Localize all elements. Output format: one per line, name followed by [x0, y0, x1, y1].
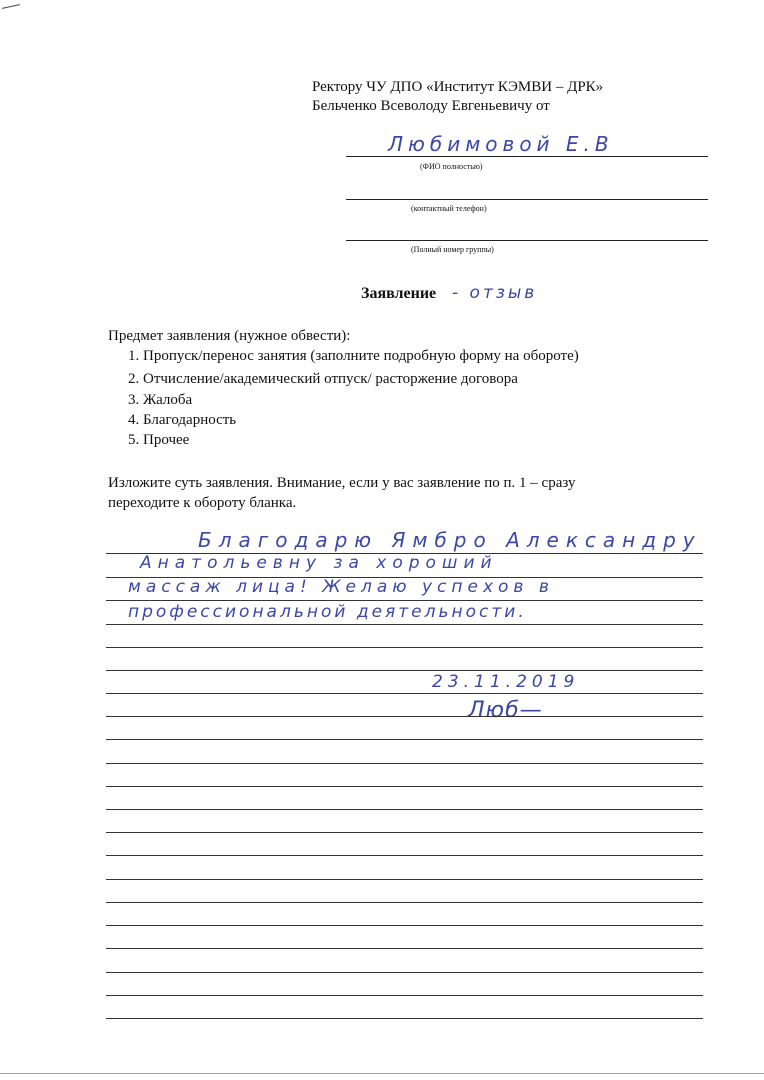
phone-caption: (контактный телефон) [411, 204, 487, 213]
writing-line[interactable] [106, 763, 703, 764]
addressee-line-2: Бельченко Всеволоду Евгеньевичу от [312, 98, 550, 114]
scan-edge-line [0, 1073, 764, 1074]
writing-line[interactable] [106, 948, 703, 949]
phone-field-line[interactable] [346, 199, 708, 200]
name-caption: (ФИО полностью) [420, 162, 483, 171]
writing-line[interactable] [106, 739, 703, 740]
subject-option-1[interactable]: 1. Пропуск/перенос занятия (заполните подробную форму на обороте) [128, 348, 579, 364]
title-handwritten-note: - отзыв [452, 283, 538, 303]
writing-line[interactable] [106, 716, 703, 717]
writing-line[interactable] [106, 809, 703, 810]
statement-date: 23.11.2019 [432, 672, 580, 692]
writing-line[interactable] [106, 553, 703, 554]
writing-line[interactable] [106, 832, 703, 833]
writing-line[interactable] [106, 786, 703, 787]
subject-option-5[interactable]: 5. Прочее [128, 432, 190, 448]
statement-line-3: массаж лица! Желаю успехов в [128, 577, 554, 597]
subject-option-3[interactable]: 3. Жалоба [128, 392, 193, 408]
writing-line[interactable] [106, 577, 703, 578]
writing-line[interactable] [106, 647, 703, 648]
subject-option-4[interactable]: 4. Благодарность [128, 412, 237, 428]
writing-line[interactable] [106, 855, 703, 856]
writing-line[interactable] [106, 624, 703, 625]
instructions-line-2: переходите к обороту бланка. [108, 495, 297, 511]
writing-line[interactable] [106, 925, 703, 926]
statement-line-2: Анатольевну за хороший [140, 553, 498, 573]
writing-line[interactable] [106, 693, 703, 694]
writing-line[interactable] [106, 995, 703, 996]
writing-line[interactable] [106, 879, 703, 880]
scan-mark [2, 4, 20, 9]
name-handwritten: Любимовой Е.В [388, 132, 614, 156]
writing-line[interactable] [106, 1018, 703, 1019]
statement-line-4: профессиональной деятельности. [128, 602, 527, 622]
writing-line[interactable] [106, 600, 703, 601]
group-caption: (Полный номер группы) [411, 245, 494, 254]
subject-prompt: Предмет заявления (нужное обвести): [108, 328, 351, 344]
name-field-line[interactable] [346, 156, 708, 157]
instructions-line-1: Изложите суть заявления. Внимание, если у вас заявление по п. 1 – сразу [108, 475, 576, 491]
addressee-line-1: Ректору ЧУ ДПО «Институт КЭМВИ – ДРК» [312, 79, 604, 95]
document-title: Заявление [361, 285, 437, 302]
writing-line[interactable] [106, 902, 703, 903]
writing-line[interactable] [106, 670, 703, 671]
statement-line-1: Благодарю Ямбро Александру [198, 528, 702, 552]
signature: Люб— [468, 698, 543, 723]
writing-line[interactable] [106, 972, 703, 973]
subject-option-2[interactable]: 2. Отчисление/академический отпуск/ расторжение договора [128, 371, 518, 387]
group-field-line[interactable] [346, 240, 708, 241]
